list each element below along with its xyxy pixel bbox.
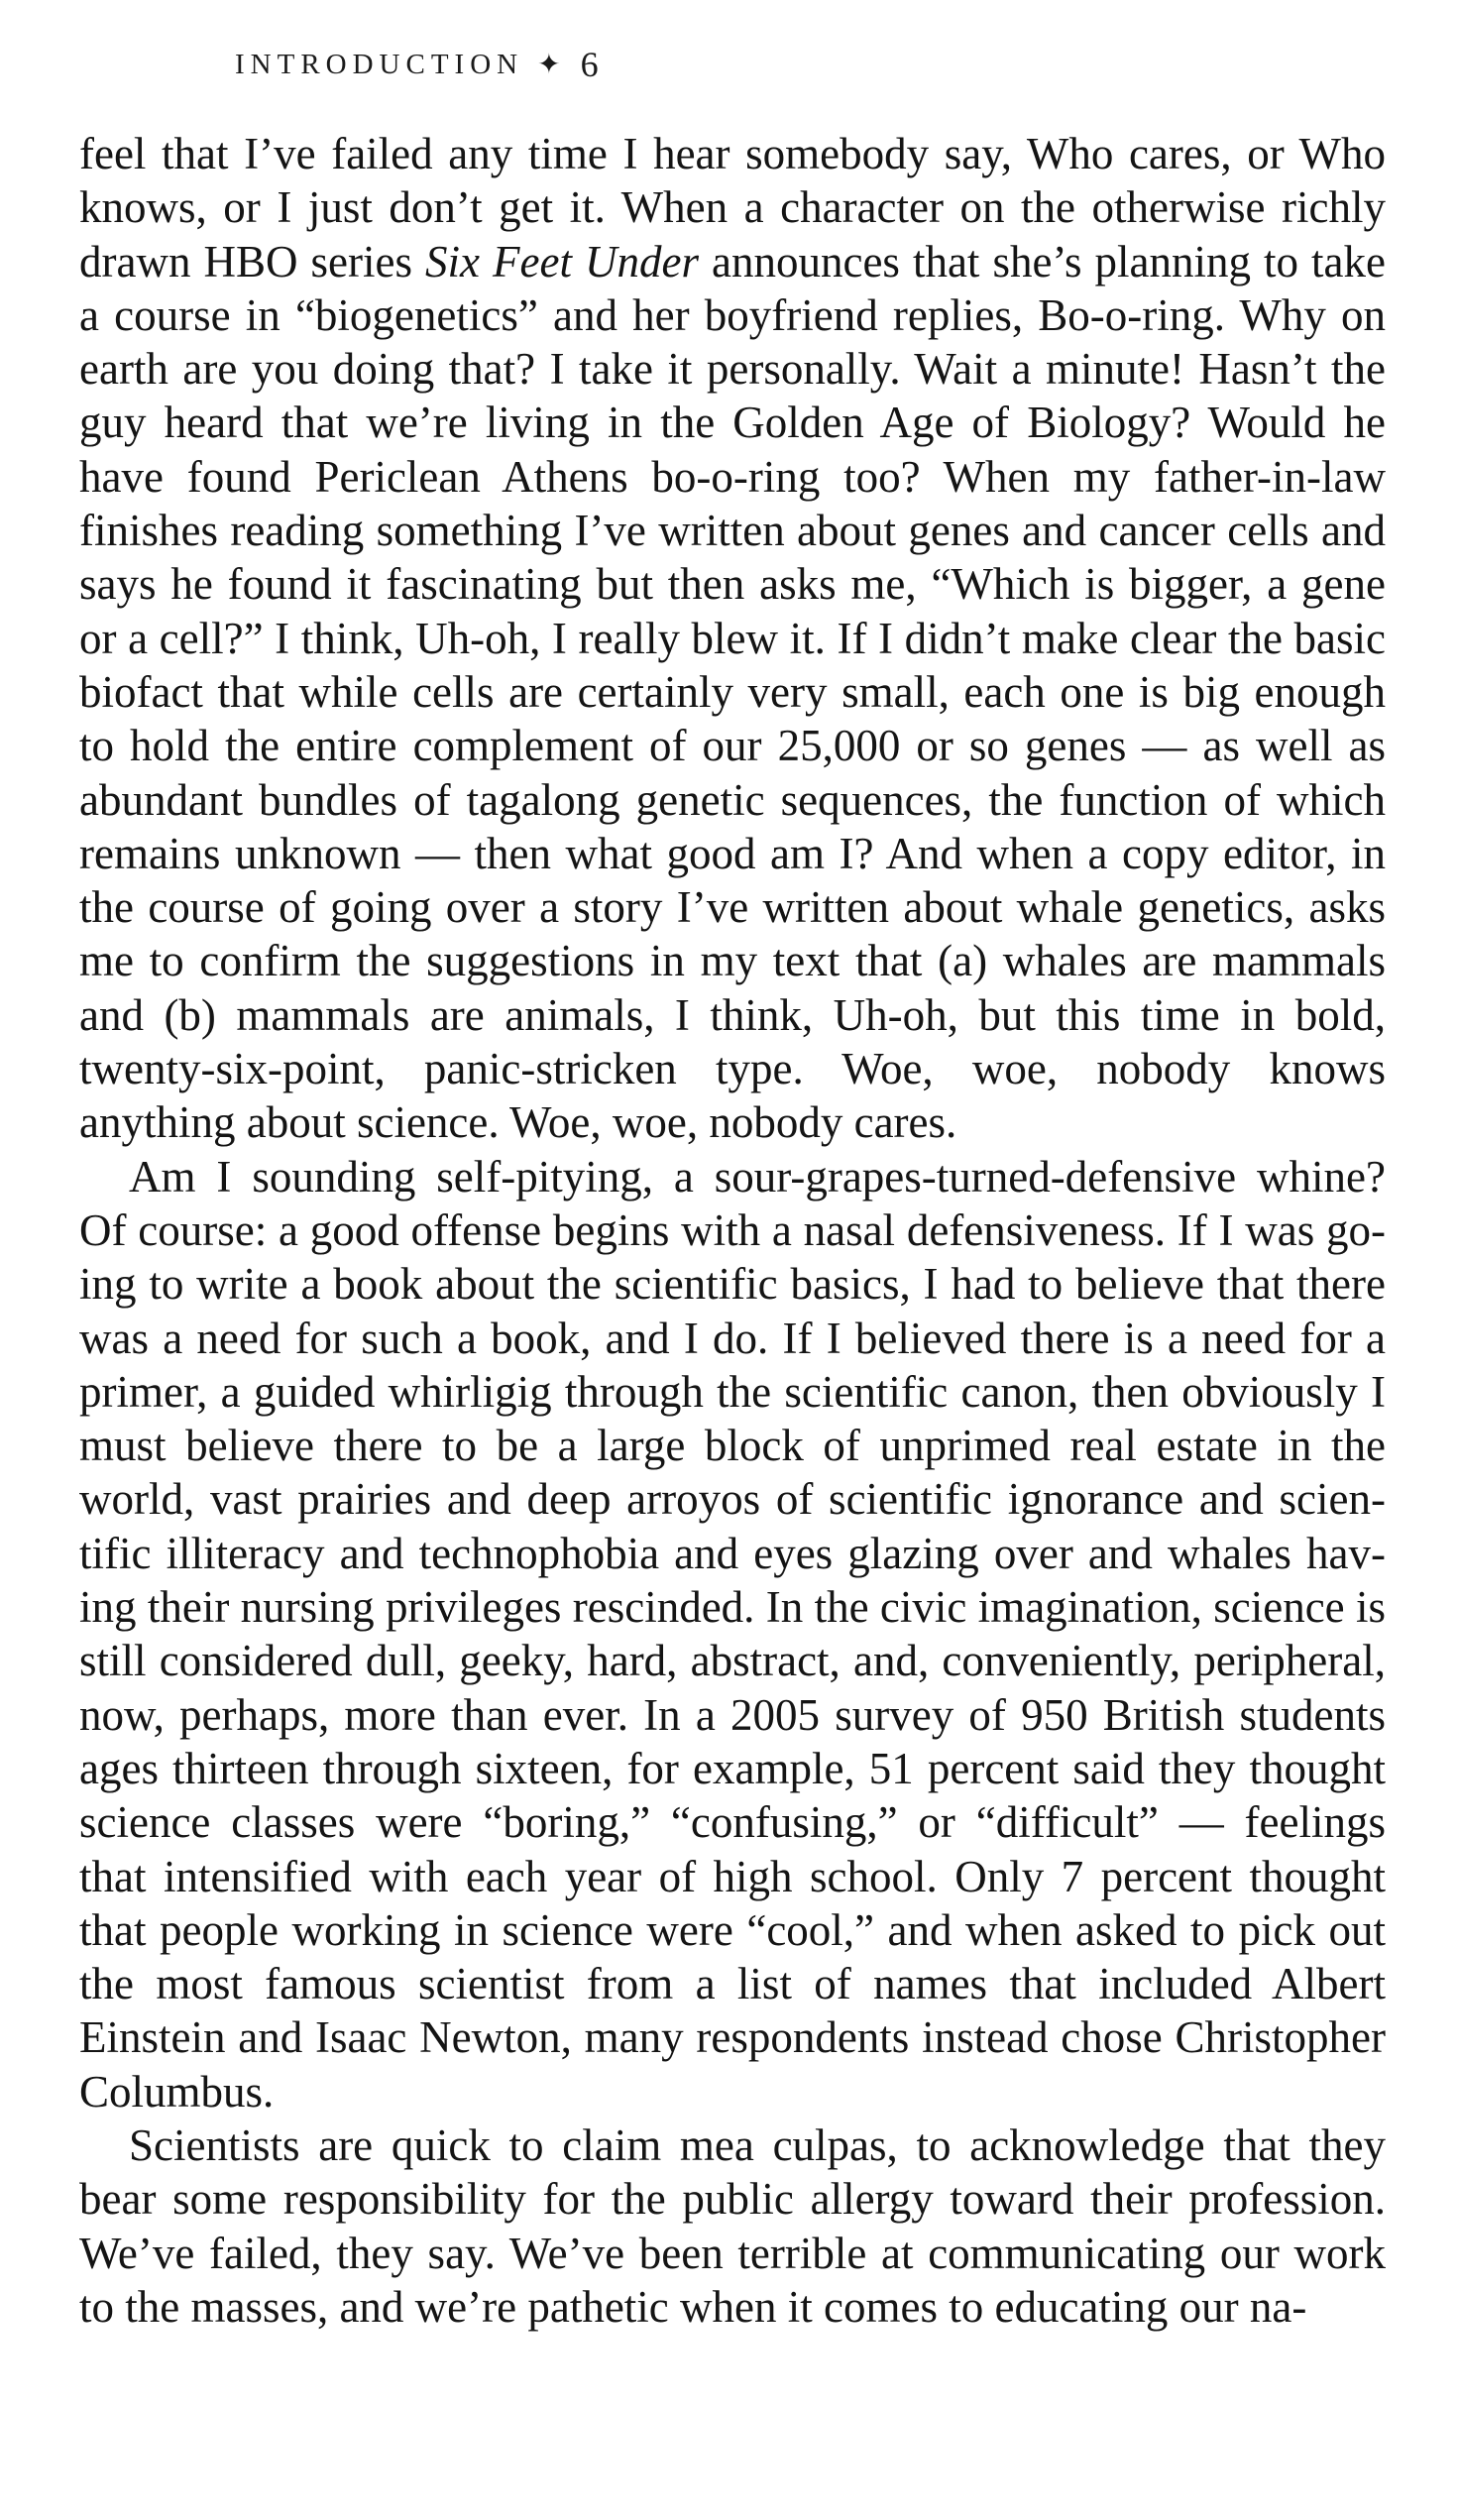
running-head-section: INTRODUCTION: [235, 48, 524, 80]
running-head: [235, 40, 599, 89]
body-text: [79, 127, 1386, 2334]
paragraph-1-part-1: feel that I’ve failed any time I hear somebody say, Who cares, or Who knows, or I just don’t get it. When a character on the otherwise richly drawn HBO series: [79, 129, 1386, 286]
paragraph-1: [79, 127, 1386, 1150]
paragraph-1-part-2: announces that she’s planning to take a course in “biogenetics” and her boyfriend replies, Bo-o-ring. Why on earth are you doing that? I take it personally. Wait a minute! Hasn’t the guy heard that we’re living in the Golden Age of Biology? Would he have found Periclean Athens bo-o-ring too? When my father-in-law finishes reading something I’ve written about genes and cancer cells and says he found it fascinating but then asks me, “Which is bigger, a gene or a cell?” I think, Uh-oh, I really blew it. If I didn’t make clear the basic biofact that while cells are certainly very small, each one is big enough to hold the entire complement of our 25,000 or so genes — as well as abundant bundles of tagalong genetic sequences, the function of which remains unknown — then what good am I? And when a copy editor, in the course of going over a story I’ve written about whale genetics, asks me to confirm the suggestions in my text that (a) whales are mammals and (b) mammals are animals, I think, Uh-oh, but this time in bold, twenty-six-point, panic-stricken type. Woe, woe, nobody knows anything about science. Woe, woe, nobody cares.: [79, 236, 1386, 1148]
paragraph-1-series-title: Six Feet Under: [425, 236, 699, 286]
ornament-icon: ✦: [537, 50, 561, 80]
paragraph-2: Am I sounding self-pitying, a sour-grapes-turned-defensive whine? Of course: a good offense begins with a nasal defensiveness. If I was going to write a book about the scientific basics, I had to believe that there was a need for such a book, and I do. If I believed there is a need for a primer, a guided whirligig through the scientific canon, then obviously I must believe there to be a large block of unprimed real estate in the world, vast prairies and deep arroyos of scientific ignorance and scientific illiteracy and technophobia and eyes glazing over and whales having their nursing privileges rescinded. In the civic imagination, science is still considered dull, geeky, hard, abstract, and, conveniently, peripheral, now, perhaps, more than ever. In a 2005 survey of 950 British students ages thirteen through sixteen, for example, 51 percent said they thought science classes were “boring,” “confusing,” or “difficult” — feelings that intensified with each year of high school. Only 7 percent thought that people working in science were “cool,” and when asked to pick out the most famous scientist from a list of names that included Albert Einstein and Isaac Newton, many respondents instead chose Christopher Columbus.: [79, 1151, 1386, 2117]
page-number: 6: [580, 45, 599, 84]
paragraph-3: Scientists are quick to claim mea culpas, to acknowledge that they bear some responsibility for the public allergy toward their profession. We’ve failed, they say. We’ve been terrible at communicating our work to the masses, and we’re pathetic when it comes to educating our na-: [79, 2119, 1386, 2332]
